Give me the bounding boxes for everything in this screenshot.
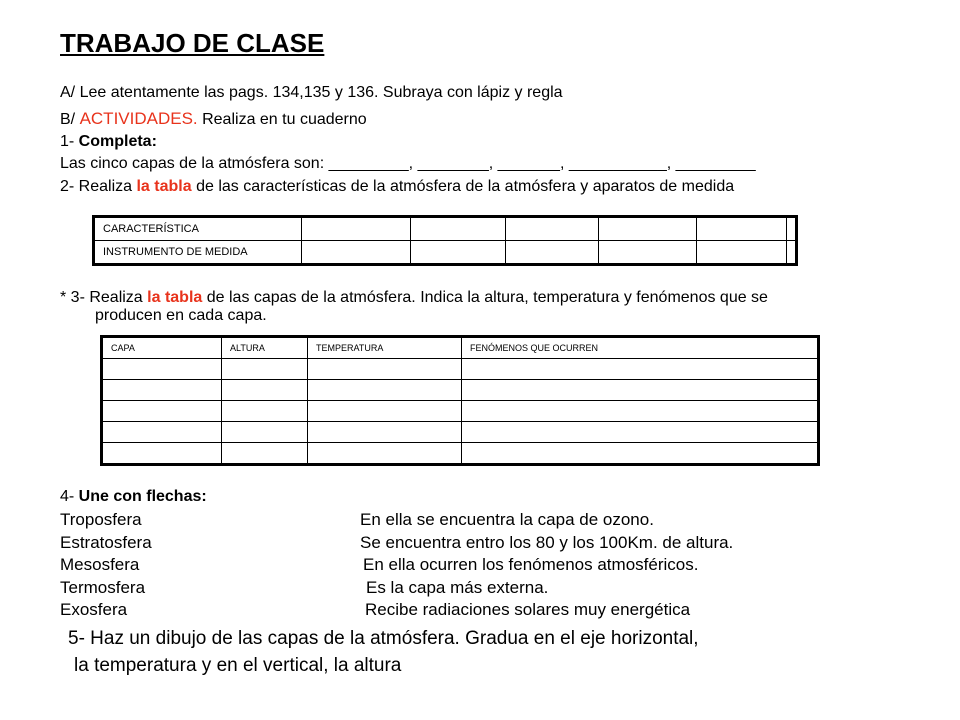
table-cell xyxy=(102,380,222,401)
instruction-b-prefix: B/ xyxy=(60,111,80,128)
question-1-heading xyxy=(60,133,157,151)
table-cell xyxy=(222,443,308,465)
table-row xyxy=(102,359,819,380)
table-cell xyxy=(506,241,599,265)
table-row xyxy=(102,422,819,443)
table-cell xyxy=(102,359,222,380)
table-cell xyxy=(462,380,819,401)
table-cell xyxy=(308,359,462,380)
table-cell: INSTRUMENTO DE MEDIDA xyxy=(94,241,302,265)
question-2-prefix: 2- Realiza xyxy=(60,178,137,195)
list-item: Estratosfera xyxy=(60,532,152,552)
table-cell xyxy=(599,217,697,241)
question-3-prefix: * 3- Realiza xyxy=(60,289,148,306)
table-cell xyxy=(308,422,462,443)
layer-description-list xyxy=(360,509,733,622)
question-1-label: Completa: xyxy=(78,133,157,150)
list-item: Termosfera xyxy=(60,577,146,597)
question-4-label: Une con flechas: xyxy=(78,488,207,505)
table-cell xyxy=(462,443,819,465)
layer-name-list xyxy=(60,509,152,622)
table-cell xyxy=(787,241,797,265)
activities-label: ACTIVIDADES. xyxy=(79,109,198,128)
table-row xyxy=(102,380,819,401)
table-row xyxy=(94,217,797,241)
table-row xyxy=(94,241,797,265)
table-cell xyxy=(506,217,599,241)
table-cell xyxy=(222,422,308,443)
table-cell xyxy=(462,401,819,422)
question-3-highlight: la tabla xyxy=(147,289,203,306)
list-item: Se encuentra entro los 80 y los 100Km. de altura. xyxy=(360,532,734,552)
table-cell xyxy=(599,241,697,265)
table-cell: CARACTERÍSTICA xyxy=(94,217,302,241)
layers-table xyxy=(100,335,820,466)
table-cell xyxy=(102,401,222,422)
list-item: Recibe radiaciones solares muy energética xyxy=(365,600,691,619)
question-1-number: 1- xyxy=(60,133,79,150)
table-cell xyxy=(102,422,222,443)
table-cell xyxy=(308,380,462,401)
list-item: Mesosfera xyxy=(60,555,140,574)
question-4-heading xyxy=(60,488,207,506)
page-title: TRABAJO DE CLASE xyxy=(60,28,325,58)
instruction-a: A/ Lee atentamente las pags. 134,135 y 136. Subraya con lápiz y regla xyxy=(60,84,563,101)
question-5-line2: la temperatura y en el vertical, la altura xyxy=(74,655,402,676)
table-cell xyxy=(787,217,797,241)
table-cell xyxy=(308,443,462,465)
table-header-cell: TEMPERATURA xyxy=(308,337,462,359)
table-cell xyxy=(696,241,786,265)
list-item: En ella se encuentra la capa de ozono. xyxy=(360,510,654,529)
table-cell xyxy=(222,359,308,380)
question-1-text: Las cinco capas de la atmósfera son: _________, ________, _______, ___________, _________ xyxy=(60,155,756,172)
list-item: En ella ocurren los fenómenos atmosféricos. xyxy=(363,555,699,574)
table-cell xyxy=(308,401,462,422)
table-cell xyxy=(301,217,411,241)
table-row xyxy=(102,443,819,465)
table-header-cell: FENÓMENOS QUE OCURREN xyxy=(462,337,819,359)
list-item: Es la capa más externa. xyxy=(366,577,549,597)
question-3-line2: producen en cada capa. xyxy=(95,307,267,324)
table-cell xyxy=(462,359,819,380)
table-header-row xyxy=(102,337,819,359)
question-5-line1: 5- Haz un dibujo de las capas de la atmósfera. Gradua en el eje horizontal, xyxy=(68,628,699,649)
table-cell xyxy=(411,217,506,241)
table-cell xyxy=(411,241,506,265)
list-item: Troposfera xyxy=(60,510,142,529)
table-header-cell: CAPA xyxy=(102,337,222,359)
table-cell xyxy=(462,422,819,443)
question-2-rest: de las características de la atmósfera de la atmósfera y aparatos de medida xyxy=(191,178,735,195)
table-header-cell: ALTURA xyxy=(222,337,308,359)
table-row xyxy=(102,401,819,422)
question-3 xyxy=(60,289,768,307)
table-cell xyxy=(102,443,222,465)
table-cell xyxy=(696,217,786,241)
question-2 xyxy=(60,178,734,196)
instruction-b-rest: Realiza en tu cuaderno xyxy=(197,111,367,128)
question-4-number: 4- xyxy=(60,488,79,505)
question-3-rest: de las capas de la atmósfera. Indica la altura, temperatura y fenómenos que se xyxy=(202,289,768,306)
characteristics-table xyxy=(92,215,798,266)
table-cell xyxy=(301,241,411,265)
question-2-highlight: la tabla xyxy=(136,178,192,195)
table-cell xyxy=(222,380,308,401)
table-cell xyxy=(222,401,308,422)
instruction-b xyxy=(60,110,367,129)
list-item: Exosfera xyxy=(60,600,128,619)
